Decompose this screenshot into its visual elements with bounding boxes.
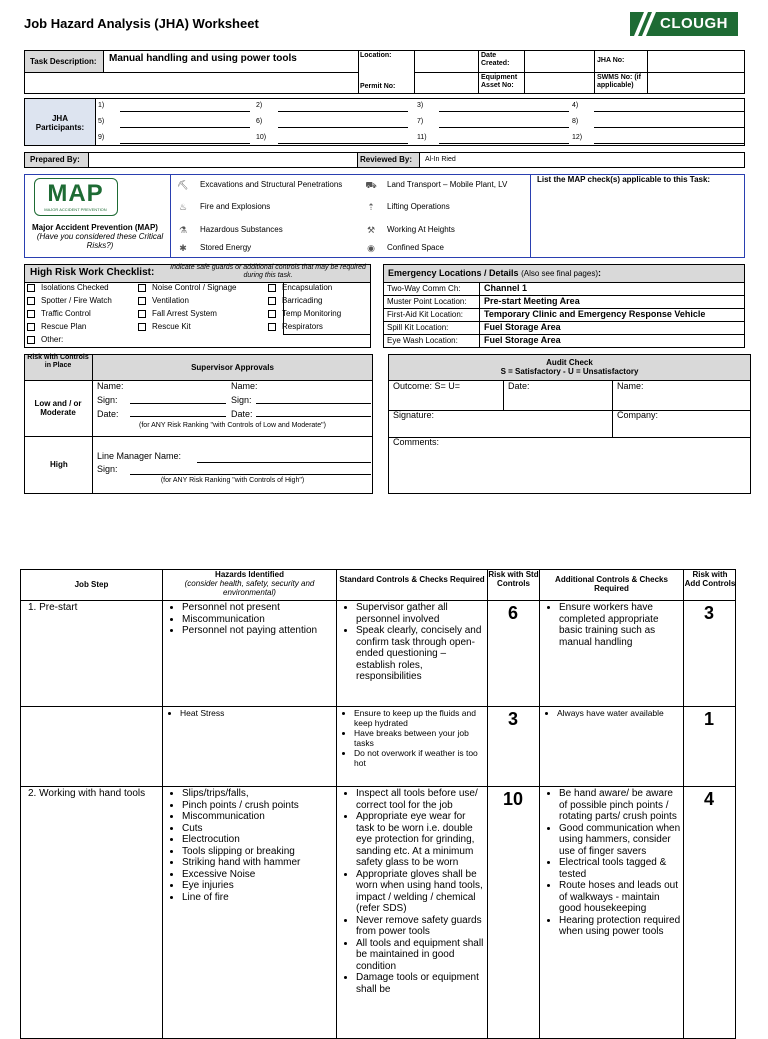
checklist-item[interactable] — [268, 283, 332, 292]
risk-add-value: 3 — [703, 603, 714, 623]
checklist-item-label: Temp Monitoring — [282, 309, 342, 318]
list-item: • Slips/trips/falls, — [182, 788, 334, 800]
list-item: • Do not overwork if weather is too hot — [354, 748, 486, 768]
list-item: • Supervisor gather all personnel involved — [356, 602, 486, 625]
participant-field[interactable] — [439, 143, 569, 144]
checklist-title: High Risk Work Checklist: — [30, 267, 155, 278]
participant-number: 1) — [98, 102, 105, 109]
checklist-item[interactable] — [138, 309, 217, 318]
clough-logo — [630, 12, 738, 36]
checklist-item-label: Fall Arrest System — [152, 309, 217, 318]
emergency-label: First-Aid Kit Location: — [387, 310, 464, 319]
checklist-item-label: Rescue Plan — [41, 322, 87, 331]
participant-field[interactable] — [439, 111, 569, 112]
map-item-label: Hazardous Substances — [200, 225, 283, 234]
list-item: • Striking hand with hammer — [182, 857, 334, 869]
job-step: 1. Pre-start — [28, 602, 78, 613]
checklist-item[interactable] — [268, 309, 341, 318]
std-controls-list — [340, 602, 486, 683]
confined-space-icon: ◉ — [367, 243, 375, 253]
list-item: • Inspect all tools before use/ correct tool for the job — [356, 788, 486, 811]
low-date-label: Date: — [97, 409, 119, 419]
participant-field[interactable] — [120, 143, 250, 144]
audit-name-label: Name: — [617, 381, 644, 391]
col-job-step: Job Step — [74, 580, 109, 589]
participant-field[interactable] — [120, 111, 250, 112]
excavation-icon: ⛏ — [177, 180, 189, 190]
list-item: • Have breaks between your job tasks — [354, 728, 486, 748]
add-controls-list — [543, 602, 681, 648]
participant-field[interactable] — [594, 127, 744, 128]
participant-field[interactable] — [439, 127, 569, 128]
participants-block — [24, 98, 745, 146]
stored-energy-icon: ✱ — [179, 243, 187, 253]
participant-number: 9) — [98, 134, 105, 141]
participant-number: 5) — [98, 118, 105, 125]
checkbox[interactable] — [268, 297, 276, 305]
audit-title: Audit Check — [546, 358, 593, 367]
checklist-item-label: Rescue Kit — [152, 322, 191, 331]
map-item-label: Stored Energy — [200, 243, 252, 252]
emergency-label: Two-Way Comm Ch: — [387, 284, 461, 293]
checklist-item[interactable] — [138, 296, 189, 305]
std-controls-list — [340, 788, 486, 995]
fire-icon: ♨ — [178, 202, 188, 212]
participant-field[interactable] — [594, 143, 744, 144]
hazards-list — [166, 602, 334, 637]
list-item: • Appropriate gloves shall be worn when using hand tools, impact / welding / chemical (refer SDS) — [356, 869, 486, 915]
emergency-title — [388, 268, 601, 278]
low-sign2-label: Sign: — [231, 395, 252, 405]
line-manager-label: Line Manager Name: — [97, 451, 182, 461]
map-logo-text: MAP — [47, 180, 104, 207]
checklist-item-label: Traffic Control — [41, 309, 91, 318]
checklist-item[interactable] — [268, 296, 322, 305]
participant-number: 4) — [572, 102, 579, 109]
checklist-item-label: Encapsulation — [282, 283, 333, 292]
participant-number: 6) — [256, 118, 263, 125]
page-title: Job Hazard Analysis (JHA) Worksheet — [24, 16, 259, 31]
map-item-label: Lifting Operations — [387, 202, 450, 211]
vehicle-icon: ⛟ — [365, 180, 377, 190]
map-checks-label: List the MAP check(s) applicable to this Task: — [537, 175, 711, 184]
task-desc-value[interactable]: Manual handling and using power tools — [109, 53, 297, 64]
checklist-item[interactable] — [138, 322, 191, 331]
participants-label: JHA Participants: — [35, 114, 85, 132]
checkbox[interactable] — [138, 297, 146, 305]
list-item: • Miscommunication — [182, 811, 334, 823]
emergency-value[interactable]: Pre-start Meeting Area — [484, 296, 580, 306]
list-item: • Never remove safety guards from power tools — [356, 915, 486, 938]
map-title: Major Accident Prevention (MAP) — [32, 223, 158, 232]
participant-field[interactable] — [120, 127, 250, 128]
map-subtitle: (Have you considered these Critical Risks?) — [36, 232, 164, 250]
equipment-label: Equipment Asset No: — [481, 74, 518, 89]
map-item-label: Land Transport – Mobile Plant, LV — [387, 180, 508, 189]
checklist-item[interactable] — [27, 283, 109, 292]
list-item: • Hearing protection required when using power tools — [559, 915, 681, 938]
audit-date-label: Date: — [508, 381, 530, 391]
logo-stripes-icon — [630, 12, 660, 36]
checklist-item-label: Ventilation — [152, 296, 189, 305]
col-risk-add: Risk with Add Controls — [684, 570, 736, 588]
checkbox[interactable] — [27, 323, 35, 331]
col-hazards — [163, 570, 336, 597]
permit-label: Permit No: — [360, 83, 396, 90]
list-item: • Ensure workers have completed appropriate basic training such as manual handling — [559, 602, 681, 648]
task-desc-label: Task Description: — [30, 57, 97, 66]
participant-number: 3) — [417, 102, 424, 109]
list-item: • Heat Stress — [180, 708, 334, 718]
hazardous-substance-icon: ⚗ — [178, 225, 188, 235]
checklist-item-label: Barricading — [282, 296, 323, 305]
emergency-value[interactable]: Temporary Clinic and Emergency Response Vehicle — [484, 309, 706, 319]
participant-number: 2) — [256, 102, 263, 109]
checklist-item[interactable] — [268, 322, 323, 331]
list-item: • Damage tools or equipment shall be — [356, 972, 486, 995]
list-item: • Speak clearly, concisely and confirm task through open-ended questioning – establish roles, responsibilities — [356, 625, 486, 683]
list-item: • Cuts — [182, 823, 334, 835]
participant-field[interactable] — [594, 111, 744, 112]
list-item: • Eye injuries — [182, 880, 334, 892]
list-item: • Be hand aware/ be aware of possible pinch points / rotating parts/ crush points — [559, 788, 681, 823]
map-logo — [34, 178, 118, 216]
add-controls-list — [543, 708, 681, 718]
reviewed-label: Reviewed By: — [360, 155, 413, 164]
list-item: • Ensure to keep up the fluids and keep hydrated — [354, 708, 486, 728]
add-controls-list — [543, 788, 681, 938]
swms-label: SWMS No: (if applicable) — [597, 74, 641, 89]
col-std-controls: Standard Controls & Checks Required — [339, 575, 485, 584]
participant-number: 12) — [572, 134, 583, 141]
map-item-label: Confined Space — [387, 243, 444, 252]
list-item: • All tools and equipment shall be maintained in good condition — [356, 938, 486, 973]
audit-company-label: Company: — [617, 410, 659, 420]
checkbox[interactable] — [268, 310, 276, 318]
audit-signature-label: Signature: — [393, 410, 435, 420]
emergency-title-note: (Also see final pages) — [521, 269, 598, 278]
checklist-item-label: Other: — [41, 335, 64, 344]
hazards-list — [166, 788, 334, 903]
risk-std-value: 10 — [502, 789, 524, 809]
list-item: • Personnel not present — [182, 602, 334, 614]
low-name-label: Name: — [97, 381, 124, 391]
list-item: • Electrocution — [182, 834, 334, 846]
low-date2-label: Date: — [231, 409, 253, 419]
high-sign-label: Sign: — [97, 464, 118, 474]
risk-std-value: 6 — [507, 603, 518, 623]
low-note: (for ANY Risk Ranking "with Controls of Low and Moderate") — [139, 422, 326, 429]
checklist-item-label: Respirators — [282, 322, 323, 331]
low-sign-label: Sign: — [97, 395, 118, 405]
low-name2-label: Name: — [231, 381, 258, 391]
emergency-title-end: : — [598, 268, 601, 278]
checkbox[interactable] — [268, 323, 276, 331]
checkbox[interactable] — [268, 284, 276, 292]
emergency-label: Spill Kit Location: — [387, 323, 449, 332]
hazards-list — [166, 708, 334, 718]
audit-comments-label: Comments: — [393, 437, 440, 447]
emergency-title-main: Emergency Locations / Details — [388, 268, 519, 278]
risk-add-value: 1 — [703, 709, 714, 729]
list-item: • Line of fire — [182, 892, 334, 904]
participant-number: 8) — [572, 118, 579, 125]
map-item-label: Working At Heights — [387, 225, 455, 234]
emergency-label: Eye Wash Location: — [387, 336, 458, 345]
participant-field[interactable] — [278, 127, 408, 128]
risk-add-value: 4 — [703, 789, 714, 809]
participant-number: 11) — [417, 134, 427, 141]
reviewed-value[interactable]: Al-In Ried — [425, 156, 456, 163]
col-risk-std: Risk with Std Controls — [488, 570, 539, 588]
audit-legend: S = Satisfactory - U = Unsatisfactory — [500, 367, 639, 376]
checklist-item-label: Isolations Checked — [41, 283, 109, 292]
list-item: • Excessive Noise — [182, 869, 334, 881]
list-item: • Appropriate eye wear for task to be worn i.e. double eye protection for grinding, sanding etc. At a minimum safety glass to be worn — [356, 811, 486, 869]
checkbox[interactable] — [27, 284, 35, 292]
high-note: (for ANY Risk Ranking "with Controls of High") — [160, 477, 305, 484]
list-item: • Personnel not paying attention — [182, 625, 334, 637]
participant-number: 10) — [256, 134, 267, 141]
high-label: High — [50, 460, 68, 469]
checklist-item[interactable] — [27, 309, 91, 318]
list-item: • Pinch points / crush points — [182, 800, 334, 812]
job-step: 2. Working with hand tools — [28, 788, 146, 799]
map-item-label: Fire and Explosions — [200, 202, 271, 211]
std-controls-list — [340, 708, 486, 768]
logo-text: CLOUGH — [660, 15, 728, 32]
emergency-value[interactable]: Fuel Storage Area — [484, 322, 561, 332]
col-hazards-sub: (consider health, safety, security and environmental) — [184, 579, 315, 597]
emergency-value[interactable]: Fuel Storage Area — [484, 335, 561, 345]
list-item: • Good communication when using hammers, consider use of finger savers — [559, 823, 681, 858]
col-hazards-title: Hazards Identified — [215, 570, 284, 579]
row-divider — [383, 321, 745, 322]
checkbox[interactable] — [27, 297, 35, 305]
row-divider — [383, 334, 745, 335]
list-item: • Miscommunication — [182, 614, 334, 626]
checklist-item[interactable] — [27, 335, 63, 344]
checkbox[interactable] — [138, 310, 146, 318]
emergency-label: Muster Point Location: — [387, 297, 467, 306]
checklist-item[interactable] — [27, 296, 112, 305]
checkbox[interactable] — [138, 323, 146, 331]
participant-field[interactable] — [278, 143, 408, 144]
checkbox[interactable] — [27, 310, 35, 318]
col-add-controls: Additional Controls & Checks Required — [555, 575, 668, 593]
lifting-icon: ⇡ — [367, 202, 375, 212]
list-item: • Tools slipping or breaking — [182, 846, 334, 858]
jha-no-label: JHA No: — [597, 57, 625, 64]
audit-outcome-label: Outcome: S= U= — [393, 381, 461, 391]
list-item: • Electrical tools tagged & tested — [559, 857, 681, 880]
date-created-label: Date Created: — [481, 52, 510, 67]
map-logo-sub: MAJOR ACCIDENT PREVENTION — [44, 207, 107, 212]
checklist-item-label: Spotter / Fire Watch — [41, 296, 112, 305]
map-item-label: Excavations and Structural Penetrations — [200, 180, 343, 189]
emergency-value[interactable]: Channel 1 — [484, 283, 528, 293]
checklist-note: Indicate safe guards or additional controls that may be required during this task. — [170, 264, 366, 279]
risk-controls-header: Risk with Controls in Place — [27, 354, 89, 369]
list-item: • Route hoses and leads out of walkways - maintain good housekeeping — [559, 880, 681, 915]
participant-field[interactable] — [278, 111, 408, 112]
checklist-item[interactable] — [138, 283, 237, 292]
supervisor-header: Supervisor Approvals — [191, 363, 274, 372]
checkbox[interactable] — [138, 284, 146, 292]
checklist-item-label: Noise Control / Signage — [152, 283, 237, 292]
participant-number: 7) — [417, 118, 424, 125]
heights-icon: ⚒ — [366, 225, 376, 235]
risk-std-value: 3 — [507, 709, 518, 729]
checklist-item[interactable] — [27, 322, 86, 331]
low-moderate-label: Low and / or Moderate — [34, 399, 82, 417]
location-label: Location: — [360, 52, 392, 59]
prepared-label: Prepared By: — [30, 155, 80, 164]
list-item: • Always have water available — [557, 708, 681, 718]
checkbox[interactable] — [27, 336, 35, 344]
